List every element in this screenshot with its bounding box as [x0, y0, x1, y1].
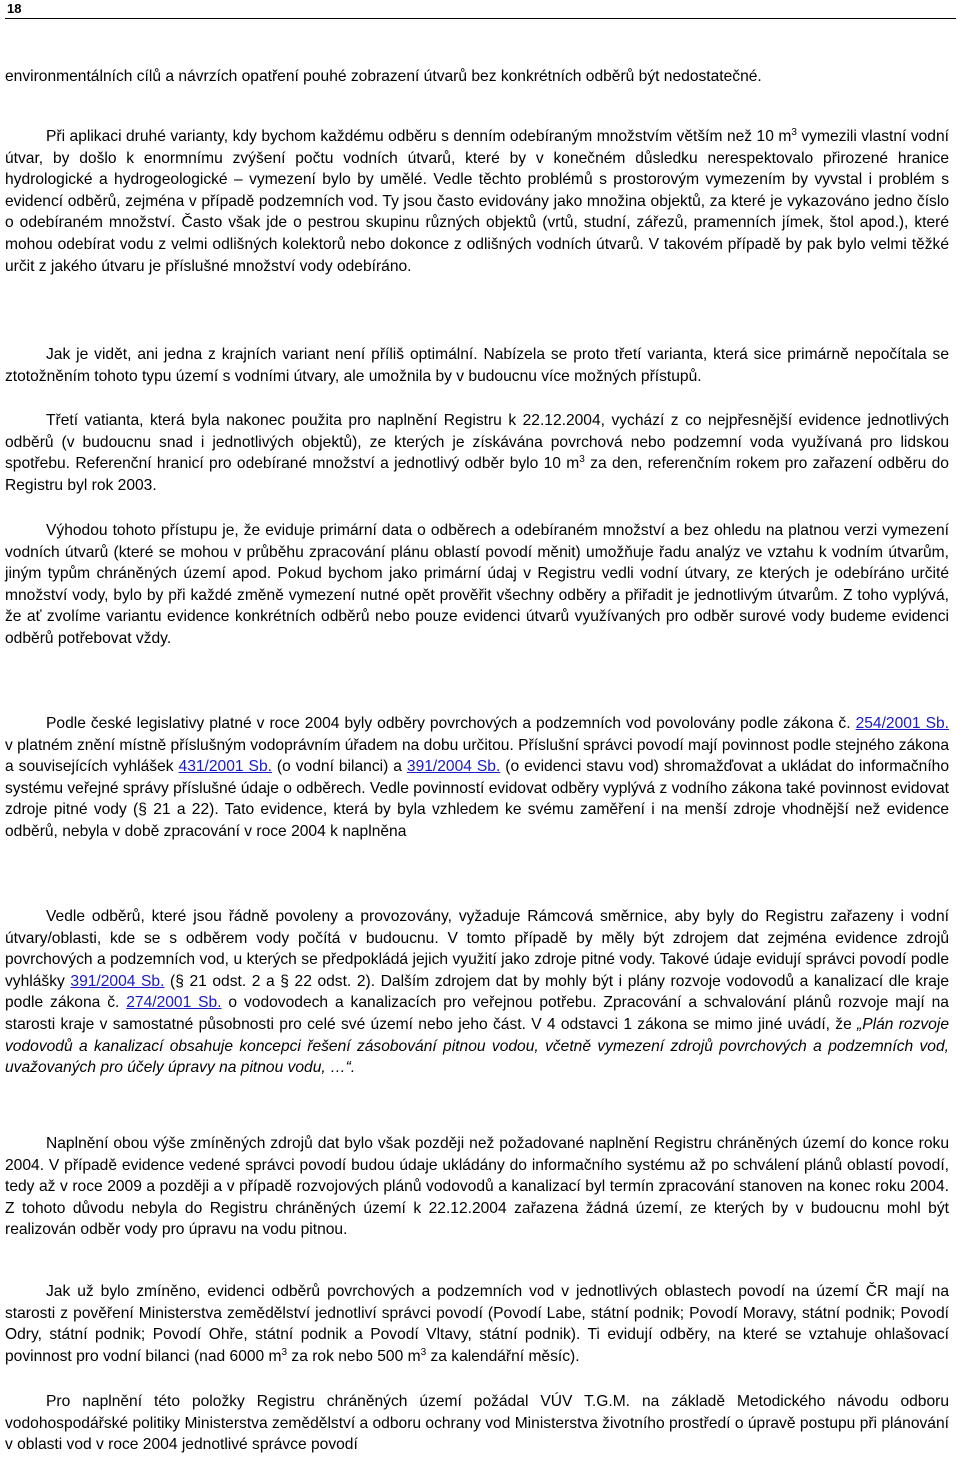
paragraph-6-text-c: (o vodní bilanci) a	[271, 758, 407, 776]
paragraph-6-text-d: (o evidenci stavu vod) shromažďovat a ukládat do informačního systému veřejné správy příslušné údaje o odběrech. Vedle povinností evidovat odběry vyplývá z vodního zákona také povinnost evidovat zdroje pitné vody (§ 21 a 22). Tato evidence, která by byla vzhledem ke svému zaměření i na menší zdroje vhodnější než evidence odběrů, nebyla v době zpracování v roce 2004 k naplněna	[5, 758, 950, 840]
paragraph-2-text-a: Při aplikaci druhé varianty, kdy bychom každému odběru s denním odebíraným množstvím větším než 10 m	[46, 128, 792, 145]
paragraph-9-text-b: za rok nebo 500 m	[287, 1347, 421, 1365]
paragraph-8	[5, 1133, 949, 1241]
paragraph-7-text-c: o vodovodech a kanalizacích pro veřejnou potřebu. Zpracování a schvalování plánů rozvoje mají na starosti kraje v samostatné působnosti pro celé své území nebo jeho část. V 4 odstavci 1 zákona se mimo jiné uvádí, že	[5, 994, 949, 1033]
paragraph-9-text-a: Jak už bylo zmíněno, evidenci odběrů povrchových a podzemních vod v jednotlivých oblastech povodí na území ČR mají na starosti z pověření Ministerstva zemědělství jednotliví správci povodí (Povodí Labe, státní podnik; Povodí Moravy, státní podnik; Povodí Odry, státní podnik; Povodí Ohře, státní podnik a Povodí Vltavy, státní podnik). Ti evidují odběry, na které se vztahuje ohlašovací povinnost pro vodní bilanci (nad 6000 m	[5, 1283, 949, 1365]
law-link-274-2001[interactable]: 274/2001 Sb.	[126, 994, 222, 1012]
paragraph-7-text-b: (§ 21 odst. 2 a § 22 odst. 2). Dalším zdrojem dat by mohly být i plány rozvoje vodovodů a kanalizací dle kraje podle zákona č.	[5, 972, 949, 1012]
superscript-3: 3	[420, 1346, 427, 1358]
paragraph-3	[5, 344, 949, 387]
paragraph-1-text: environmentálních cílů a návrzích opatření pouhé zobrazení útvarů bez konkrétních odběrů být nedostatečné.	[5, 68, 762, 85]
paragraph-1	[5, 66, 949, 88]
paragraph-5-text: Výhodou tohoto přístupu je, že eviduje primární data o odběrech a odebíraném množství a bez ohledu na platnou verzi vymezení vodních útvarů (které se mohou v průběhu zpracování plánu oblastí povodí měnit) umožňuje řadu analýz ve vztahu k vodním útvarům, jiným typům chráněných území apod. Pokud bychom jako primární údaj v Registru vedli vodní útvary, ze kterých je odebíráno určité množství vody, bylo by při každé změně vymezení nutné opět prověřit všechny odběry a přiřadit je jednotlivým útvarům. Z toho vyplývá, že ať zvolíme variantu evidence konkrétních odběrů nebo pouze evidenci útvarů využívaných pro odběr surové vody budeme evidenci odběrů potřebovat vždy.	[5, 522, 949, 647]
paragraph-5	[5, 520, 949, 650]
law-quote: „Plán rozvoje vodovodů a kanalizací obsahuje koncepci řešení zásobování pitnou vodou, včetně vymezení zdrojů povrchových a podzemních vod, uvažovaných pro účely úpravy na pitnou vodu, …“.	[5, 1015, 949, 1077]
paragraph-4-text-a: Třetí vatianta, která byla nakonec použita pro naplnění Registru k 22.12.2004, vychází z co nejpřesnější evidence jednotlivých odběrů (v budoucnu snad i jednotlivých objektů), ze kterých je získávána povrchová nebo podzemní voda využívaná pro lidskou spotřebu. Referenční hranicí pro odebírané množství a jednotlivý odběr bylo 10 m	[5, 412, 949, 473]
paragraph-4	[5, 410, 949, 496]
superscript-3: 3	[281, 1346, 288, 1358]
paragraph-2	[5, 126, 949, 277]
law-link-431-2001[interactable]: 431/2001 Sb.	[178, 758, 272, 776]
paragraph-10-text: Pro naplnění této položky Registru chráněných území požádal VÚV T.G.M. na základě Metodického návodu odboru vodohospodářské politiky Ministerstva zemědělství a odboru ochrany vod Ministerstva životního prostředí o úpravě postupu při plánování v oblasti vod v roce 2004 jednotlivé správce povodí	[5, 1393, 949, 1454]
paragraph-8-text: Naplnění obou výše zmíněných zdrojů dat bylo však později než požadované naplnění Registru chráněných území do konce roku 2004. V případě evidence vedené správci povodí budou údaje ukládány do informačního systému až po schválení plánů oblastí povodí, tedy až v roce 2009 a později a v případě rozvojových plánů vodovodů a kanalizací byl termín zpracování stanoven na konec roku 2004. Z tohoto důvodu nebyla do Registru chráněných území k 22.12.2004 zařazena žádná území, ze kterých by v budoucnu mohl být realizován odběr vody pro úpravu na vodu pitnou.	[5, 1135, 949, 1239]
superscript-3: 3	[579, 454, 585, 465]
paragraph-6-text-b: v platném znění místně příslušným vodoprávním úřadem na dobu určitou. Příslušní správci povodí mají povinnost podle stejného zákona a souvisejících vyhlášek	[5, 736, 949, 776]
header-rule	[5, 18, 956, 19]
paragraph-10	[5, 1391, 949, 1456]
paragraph-6-text-a: Podle české legislativy platné v roce 2004 byly odběry povrchových a podzemních vod povolovány podle zákona č.	[46, 715, 856, 732]
paragraph-6	[5, 713, 949, 843]
paragraph-2-text-b: vymezili vlastní vodní útvar, by došlo k enormnímu zvýšení počtu vodních útvarů, které by v konečném důsledku nerespektovalo přirozené hranice hydrologické a hydrogeologické – vymezení bylo by umělé. Vedle těchto problémů s prostorovým vymezením by vyvstal i problém s evidencí odběrů, zejména v případě podzemních vod. Ty jsou často evidovány jako množina objektů, za které je vykazováno jedno číslo o odebíraném množství. Často však jde o pestrou skupinu různých objektů (vrtů, studní, zářezů, pramenních jímek, štol apod.), které mohou odebírat vodu z velmi odlišných kolektorů nebo dokonce z odlišných vodních útvarů. V takovém případě by pak bylo velmi těžké určit z jakého útvaru je příslušné množství vody odebíráno.	[5, 128, 949, 275]
paragraph-3-text: Jak je vidět, ani jedna z krajních variant není příliš optimální. Nabízela se proto třetí varianta, která sice primárně nepočítala se ztotožněním tohoto typu území s vodními útvary, ale umožnila by v budoucnu více možných přístupů.	[5, 346, 949, 385]
paragraph-7-text-a: Vedle odběrů, které jsou řádně povoleny a provozovány, vyžaduje Rámcová směrnice, aby byly do Registru zařazeny i vodní útvary/oblasti, kde se s odběrem vody počítá v budoucnu. V tomto případě by měly být zdrojem dat zejména evidence zdrojů povrchových a podzemních vod, u kterých se předpokládá jejich využití jako zdroje pitné vody. Takové údaje evidují správci povodí podle vyhlášky	[5, 908, 949, 990]
page-number: 18	[7, 1, 22, 16]
superscript-3: 3	[791, 126, 797, 138]
paragraph-4-text-b: za den, referenčním rokem pro zařazení odběru do Registru byl rok 2003.	[5, 455, 949, 494]
paragraph-9	[5, 1281, 949, 1367]
law-link-254-2001[interactable]: 254/2001 Sb.	[855, 715, 949, 732]
paragraph-9-text-c: za kalendářní měsíc).	[426, 1347, 580, 1365]
law-link-391-2004[interactable]: 391/2004 Sb.	[406, 758, 501, 776]
law-link-391-2004[interactable]: 391/2004 Sb.	[70, 972, 165, 990]
paragraph-7	[5, 906, 949, 1079]
